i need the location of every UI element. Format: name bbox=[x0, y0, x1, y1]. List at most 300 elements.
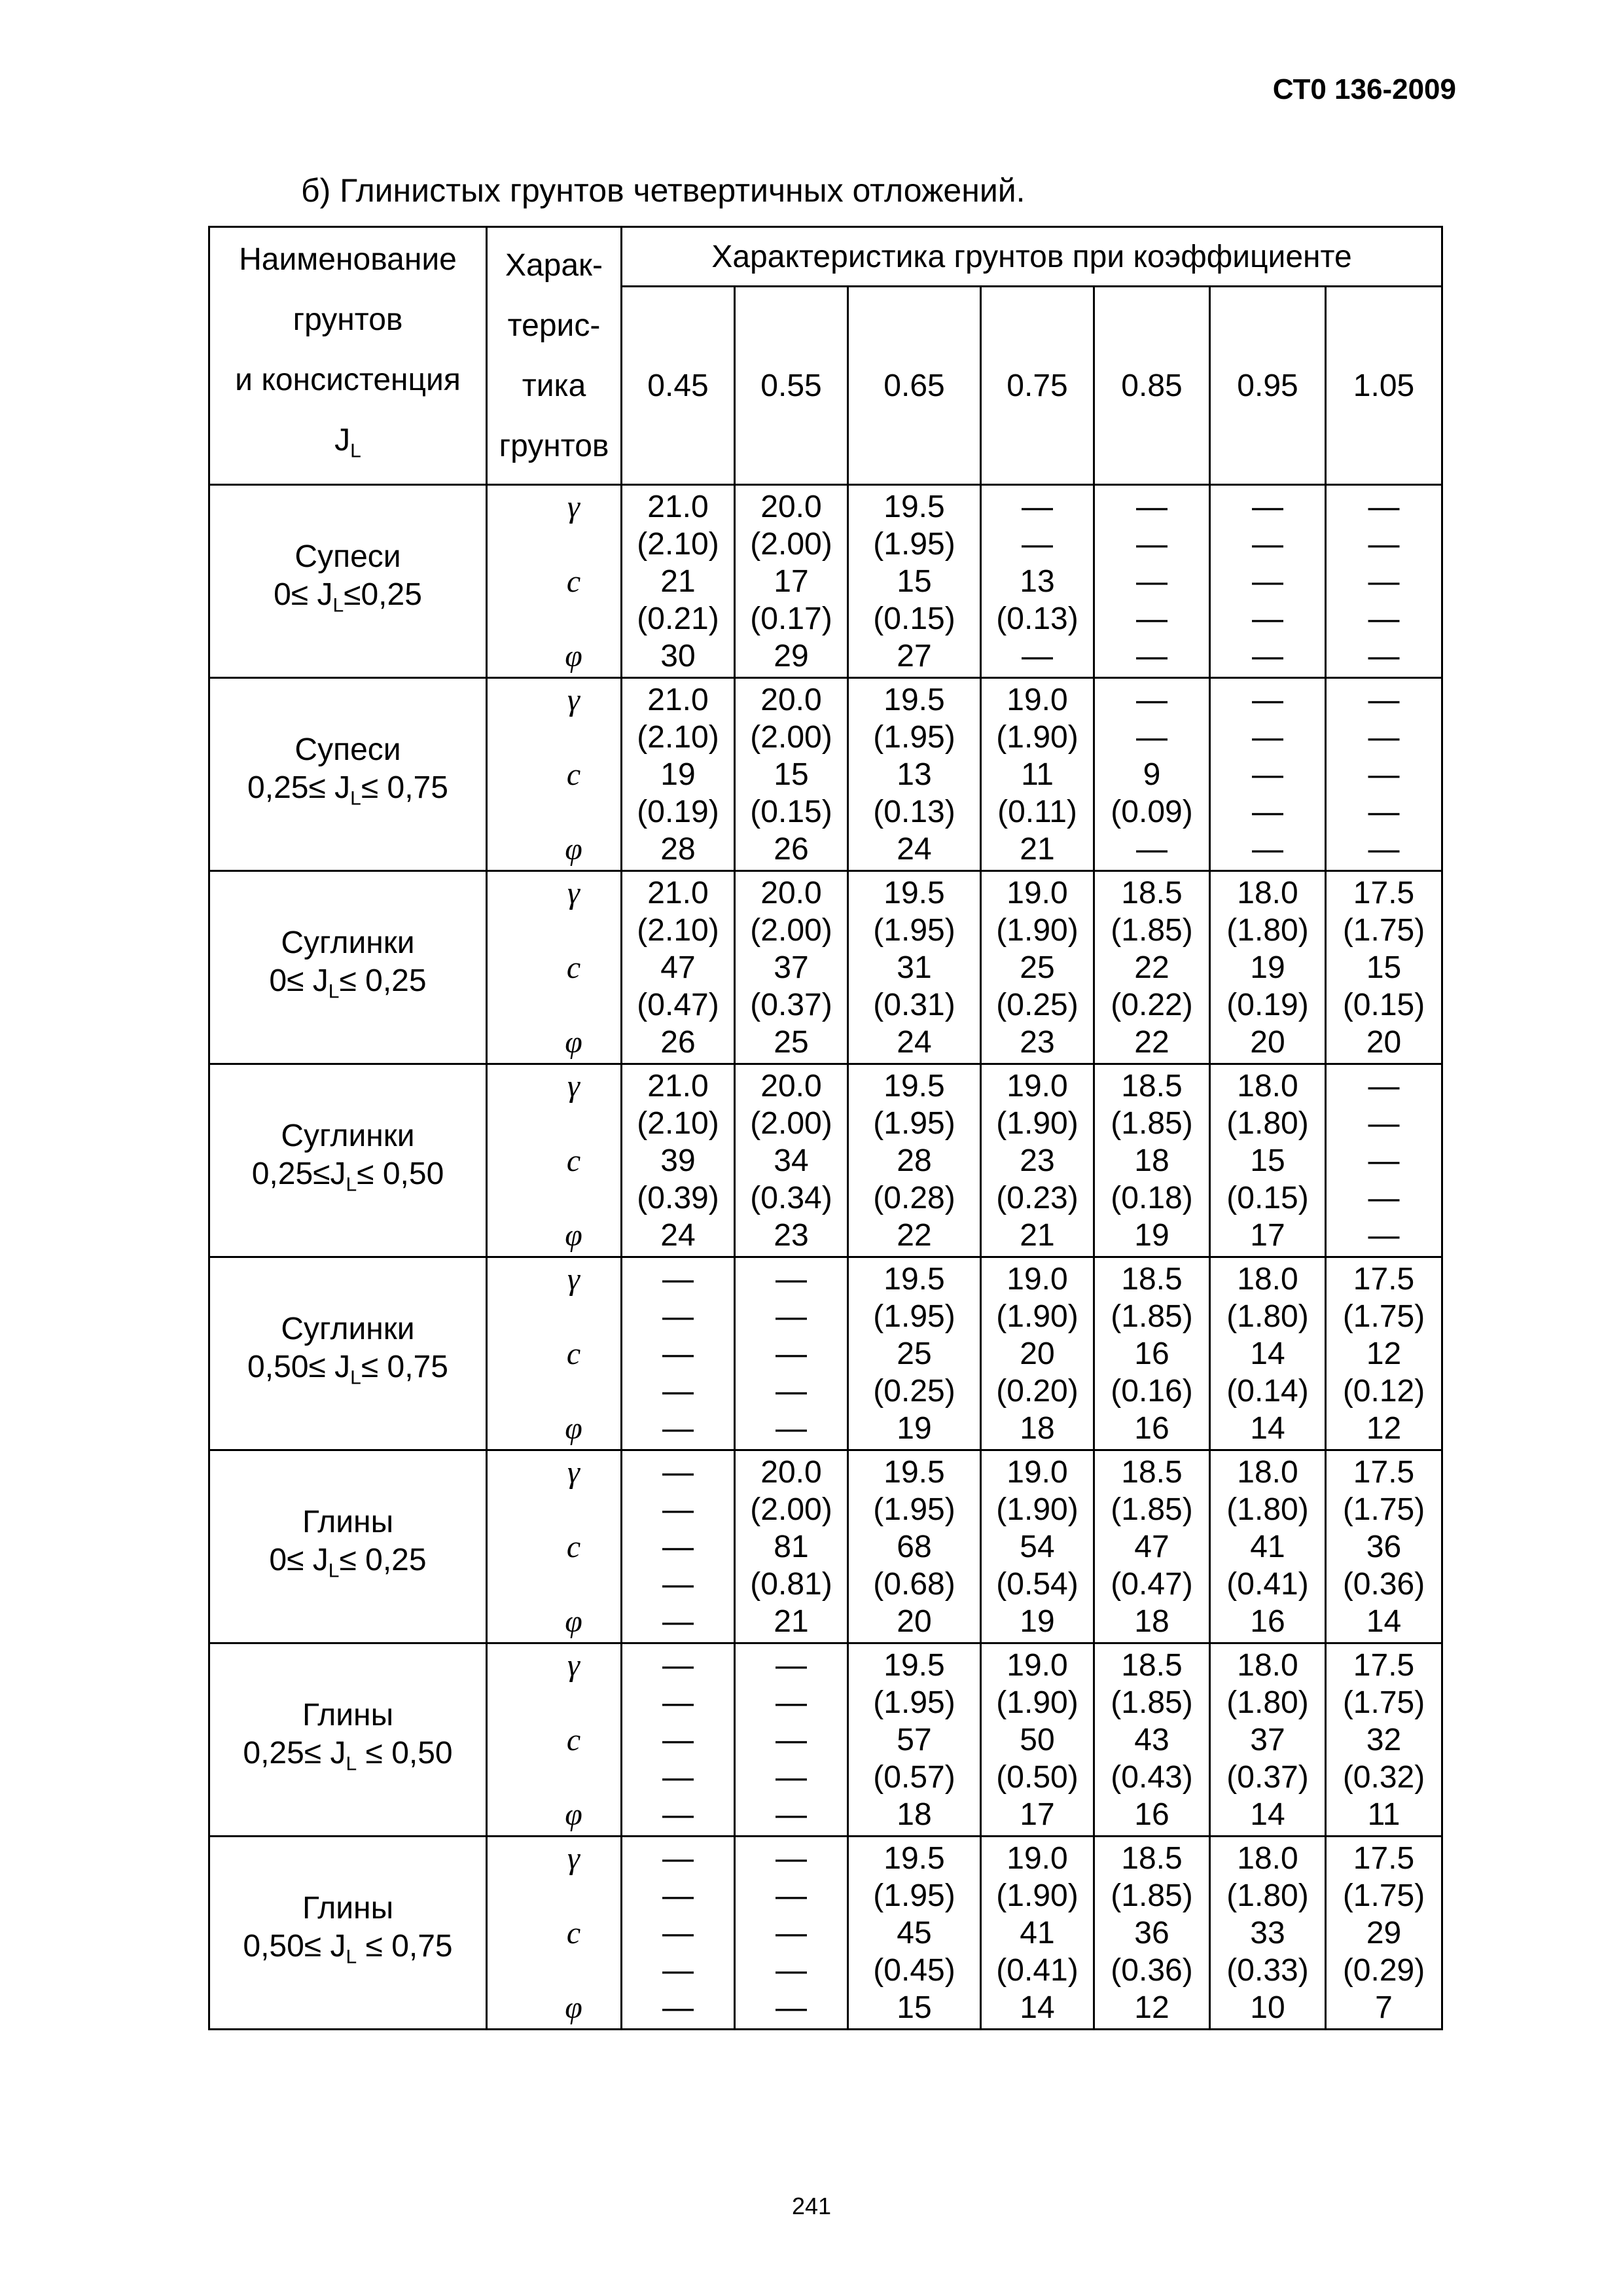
coefficient-header-cell: 0.95 bbox=[1210, 287, 1326, 485]
value-cell bbox=[981, 678, 1094, 871]
cell-value: 14 bbox=[1250, 1797, 1285, 1832]
soil-name-cell bbox=[209, 485, 487, 678]
characteristic-symbol: γ bbox=[567, 682, 580, 717]
soil-characteristics-table bbox=[208, 226, 1443, 2030]
cell-value: 43 bbox=[1134, 1722, 1169, 1757]
cell-value: 18.5 bbox=[1121, 875, 1183, 910]
cell-value: — bbox=[1368, 601, 1400, 636]
characteristic-symbol: γ bbox=[567, 875, 580, 910]
value-cell bbox=[1210, 1643, 1326, 1837]
table-row bbox=[209, 1643, 1442, 1837]
value-cell bbox=[848, 485, 981, 678]
soil-name: Глины bbox=[302, 1504, 394, 1539]
cell-value: (1.75) bbox=[1342, 1685, 1425, 1720]
cell-value: — bbox=[776, 1336, 807, 1371]
coefficient-header-cell: 0.65 bbox=[848, 287, 981, 485]
cell-value: 19.0 bbox=[1007, 1261, 1068, 1297]
cell-value: — bbox=[776, 1410, 807, 1446]
cell-value: (0.19) bbox=[637, 794, 719, 829]
cell-value: — bbox=[1368, 1068, 1400, 1103]
cell-value: — bbox=[1022, 489, 1053, 524]
value-cell bbox=[735, 485, 848, 678]
coefficient-header-cell: 0.45 bbox=[622, 287, 735, 485]
cell-value: 18 bbox=[1020, 1410, 1055, 1446]
cell-value: (1.90) bbox=[996, 912, 1079, 948]
cell-value: 21.0 bbox=[647, 875, 709, 910]
value-cell bbox=[981, 1643, 1094, 1837]
cell-value: — bbox=[662, 1604, 694, 1639]
cell-value: (1.80) bbox=[1226, 1105, 1309, 1141]
cell-value: 21 bbox=[660, 564, 696, 599]
cell-value: (0.37) bbox=[1226, 1759, 1309, 1795]
cell-value: 47 bbox=[1134, 1529, 1169, 1564]
cell-value: 11 bbox=[1021, 757, 1054, 792]
cell-value: — bbox=[662, 1797, 694, 1832]
cell-value: (2.10) bbox=[637, 526, 719, 562]
cell-value: 18.0 bbox=[1237, 1261, 1298, 1297]
cell-value: (2.10) bbox=[637, 1105, 719, 1141]
cell-value: 28 bbox=[660, 831, 696, 867]
consistency-range: $0,25\le J_L\le 0,75$ bbox=[247, 770, 448, 810]
cell-value: 15 bbox=[897, 564, 932, 599]
cell-value: 22 bbox=[897, 1217, 932, 1253]
cell-value: 19.5 bbox=[883, 1261, 945, 1297]
cell-value: 22 bbox=[1134, 950, 1169, 985]
cell-value: — bbox=[1136, 638, 1168, 673]
cell-value: 33 bbox=[1250, 1915, 1285, 1950]
soil-name: Супеси bbox=[294, 732, 401, 767]
cell-value: (0.31) bbox=[873, 987, 955, 1022]
characteristic-symbol bbox=[488, 912, 620, 949]
value-cell bbox=[622, 485, 735, 678]
cell-value: (0.45) bbox=[873, 1952, 955, 1988]
cell-value: — bbox=[1368, 489, 1400, 524]
cell-value: 18.0 bbox=[1237, 1840, 1298, 1876]
cell-value: — bbox=[1368, 1143, 1400, 1178]
value-cell bbox=[735, 678, 848, 871]
page-number: 241 bbox=[791, 2193, 832, 2219]
characteristic-symbol bbox=[488, 793, 620, 831]
value-cell bbox=[735, 871, 848, 1064]
consistency-range: $0\le J_L\le 0,25$ bbox=[269, 1542, 427, 1582]
cell-value: 41 bbox=[1020, 1915, 1055, 1950]
cell-value: (1.95) bbox=[873, 1105, 955, 1141]
cell-value: (0.47) bbox=[637, 987, 719, 1022]
cell-value: 18.0 bbox=[1237, 1068, 1298, 1103]
cell-value: — bbox=[776, 1990, 807, 2025]
cell-value: — bbox=[776, 1797, 807, 1832]
characteristic-symbol: γ bbox=[567, 1840, 580, 1876]
cell-value: (0.36) bbox=[1111, 1952, 1193, 1988]
cell-value: (1.80) bbox=[1226, 1492, 1309, 1527]
characteristic-symbol: c bbox=[566, 564, 581, 599]
cell-value: (0.32) bbox=[1342, 1759, 1425, 1795]
characteristic-symbol bbox=[488, 1566, 620, 1603]
value-cell bbox=[1094, 1064, 1210, 1257]
cell-value: 26 bbox=[660, 1024, 696, 1060]
characteristic-symbol: c bbox=[566, 1722, 581, 1757]
symbol-cell bbox=[487, 1064, 622, 1257]
characteristic-symbol bbox=[488, 1952, 620, 1989]
cell-value: — bbox=[776, 1685, 807, 1720]
cell-value: 25 bbox=[897, 1336, 932, 1371]
value-cell bbox=[1094, 485, 1210, 678]
cell-value: 20.0 bbox=[760, 1068, 822, 1103]
cell-value: 18 bbox=[1134, 1143, 1169, 1178]
cell-value: 20 bbox=[897, 1604, 932, 1639]
cell-value: (0.33) bbox=[1226, 1952, 1309, 1988]
cell-value: 21 bbox=[1020, 1217, 1055, 1253]
cell-value: — bbox=[776, 1647, 807, 1683]
soil-name: Супеси bbox=[294, 539, 401, 574]
cell-value: 39 bbox=[660, 1143, 696, 1178]
cell-value: (1.90) bbox=[996, 1299, 1079, 1334]
value-cell bbox=[1210, 1064, 1326, 1257]
cell-value: — bbox=[1368, 719, 1400, 755]
coefficient-group-header: Характеристика грунтов при коэффициенте bbox=[622, 227, 1442, 287]
cell-value: 18.5 bbox=[1121, 1261, 1183, 1297]
cell-value: 30 bbox=[660, 638, 696, 673]
cell-value: — bbox=[776, 1759, 807, 1795]
cell-value: (0.13) bbox=[873, 794, 955, 829]
cell-value: (0.21) bbox=[637, 601, 719, 636]
cell-value: — bbox=[1368, 638, 1400, 673]
value-cell bbox=[1094, 1257, 1210, 1450]
cell-value: (1.85) bbox=[1111, 1685, 1193, 1720]
cell-value: (1.95) bbox=[873, 1878, 955, 1913]
cell-value: (0.15) bbox=[1226, 1180, 1309, 1215]
symbol-cell bbox=[487, 1643, 622, 1837]
cell-value: — bbox=[1252, 831, 1283, 867]
cell-value: — bbox=[776, 1840, 807, 1876]
cell-value: — bbox=[662, 1373, 694, 1408]
value-cell bbox=[1326, 678, 1442, 871]
cell-value: — bbox=[1136, 489, 1168, 524]
cell-value: 19.5 bbox=[883, 682, 945, 717]
cell-value: — bbox=[1252, 564, 1283, 599]
characteristic-symbol: c bbox=[566, 1143, 581, 1178]
cell-value: 19.0 bbox=[1007, 1454, 1068, 1490]
value-cell bbox=[848, 871, 981, 1064]
value-cell bbox=[981, 871, 1094, 1064]
characteristic-symbol: φ bbox=[565, 1604, 582, 1639]
cell-value: (1.90) bbox=[996, 1878, 1079, 1913]
characteristic-symbol: c bbox=[566, 1336, 581, 1371]
symbol-cell bbox=[487, 1257, 622, 1450]
cell-value: 21.0 bbox=[647, 1068, 709, 1103]
cell-value: 24 bbox=[660, 1217, 696, 1253]
cell-value: — bbox=[1368, 1217, 1400, 1253]
cell-value: 19.5 bbox=[883, 1068, 945, 1103]
characteristic-symbol: γ bbox=[567, 1454, 580, 1490]
cell-value: (0.09) bbox=[1111, 794, 1193, 829]
cell-value: 19 bbox=[1250, 950, 1285, 985]
value-cell bbox=[848, 1450, 981, 1643]
value-cell bbox=[1094, 1450, 1210, 1643]
soil-name-cell bbox=[209, 678, 487, 871]
cell-value: 16 bbox=[1250, 1604, 1285, 1639]
cell-value: (0.15) bbox=[750, 794, 832, 829]
cell-value: 17.5 bbox=[1353, 1647, 1415, 1683]
cell-value: (1.85) bbox=[1111, 1105, 1193, 1141]
cell-value: 21.0 bbox=[647, 682, 709, 717]
value-cell bbox=[981, 485, 1094, 678]
table-row bbox=[209, 1837, 1442, 2030]
characteristic-symbol: γ bbox=[567, 1261, 580, 1297]
cell-value: 36 bbox=[1134, 1915, 1169, 1950]
cell-value: 41 bbox=[1250, 1529, 1285, 1564]
characteristic-symbol: φ bbox=[565, 1990, 582, 2025]
soil-name-header: Наименование грунтов и консистенция $J_L$ bbox=[209, 227, 487, 485]
cell-value: 19.5 bbox=[883, 489, 945, 524]
characteristic-symbol bbox=[488, 1372, 620, 1410]
value-cell bbox=[1094, 1643, 1210, 1837]
cell-value: — bbox=[1368, 757, 1400, 792]
cell-value: (2.00) bbox=[750, 526, 832, 562]
soil-name: Суглинки bbox=[281, 925, 415, 960]
characteristic-symbol: c bbox=[566, 757, 581, 792]
value-cell bbox=[622, 1064, 735, 1257]
cell-value: (0.47) bbox=[1111, 1566, 1193, 1602]
cell-value: 21 bbox=[1020, 831, 1055, 867]
value-cell bbox=[1326, 1064, 1442, 1257]
cell-value: — bbox=[776, 1373, 807, 1408]
cell-value: 36 bbox=[1366, 1529, 1402, 1564]
cell-value: 54 bbox=[1020, 1529, 1055, 1564]
symbol-cell bbox=[487, 1837, 622, 2030]
cell-value: — bbox=[1252, 489, 1283, 524]
cell-value: (0.54) bbox=[996, 1566, 1079, 1602]
cell-value: (0.81) bbox=[750, 1566, 832, 1602]
cell-value: — bbox=[1252, 757, 1283, 792]
cell-value: 20.0 bbox=[760, 489, 822, 524]
cell-value: — bbox=[662, 1336, 694, 1371]
cell-value: — bbox=[662, 1261, 694, 1297]
cell-value: (0.13) bbox=[996, 601, 1079, 636]
table-row bbox=[209, 485, 1442, 678]
soil-name: Глины bbox=[302, 1890, 394, 1926]
cell-value: (2.00) bbox=[750, 719, 832, 755]
cell-value: (0.29) bbox=[1342, 1952, 1425, 1988]
cell-value: 20 bbox=[1020, 1336, 1055, 1371]
cell-value: — bbox=[1252, 719, 1283, 755]
cell-value: 57 bbox=[897, 1722, 932, 1757]
cell-value: 19 bbox=[1020, 1604, 1055, 1639]
value-cell bbox=[735, 1837, 848, 2030]
cell-value: 23 bbox=[774, 1217, 809, 1253]
cell-value: 20.0 bbox=[760, 682, 822, 717]
cell-value: (0.20) bbox=[996, 1373, 1079, 1408]
value-cell bbox=[622, 1837, 735, 2030]
characteristic-symbol bbox=[488, 1491, 620, 1528]
value-cell bbox=[1210, 678, 1326, 871]
value-cell bbox=[1094, 1837, 1210, 2030]
cell-value: — bbox=[1368, 564, 1400, 599]
cell-value: 19 bbox=[660, 757, 696, 792]
value-cell bbox=[981, 1064, 1094, 1257]
value-cell bbox=[735, 1450, 848, 1643]
cell-value: 19.0 bbox=[1007, 682, 1068, 717]
value-cell bbox=[848, 1257, 981, 1450]
cell-value: — bbox=[662, 1915, 694, 1950]
cell-value: (1.95) bbox=[873, 526, 955, 562]
cell-value: 18.5 bbox=[1121, 1454, 1183, 1490]
value-cell bbox=[1210, 485, 1326, 678]
cell-value: — bbox=[662, 1990, 694, 2025]
cell-value: 32 bbox=[1366, 1722, 1402, 1757]
cell-value: (0.41) bbox=[1226, 1566, 1309, 1602]
cell-value: (1.95) bbox=[873, 1685, 955, 1720]
characteristic-symbol: c bbox=[566, 1915, 581, 1950]
cell-value: 15 bbox=[774, 757, 809, 792]
value-cell bbox=[981, 1257, 1094, 1450]
cell-value: — bbox=[776, 1299, 807, 1334]
soil-name-cell bbox=[209, 1257, 487, 1450]
consistency-range: $0\le J_L\le 0,25$ bbox=[274, 577, 422, 617]
cell-value: (0.25) bbox=[996, 987, 1079, 1022]
cell-value: 17.5 bbox=[1353, 1261, 1415, 1297]
cell-value: 50 bbox=[1020, 1722, 1055, 1757]
cell-value: (1.75) bbox=[1342, 1492, 1425, 1527]
cell-value: (0.15) bbox=[1342, 987, 1425, 1022]
symbol-cell bbox=[487, 1450, 622, 1643]
cell-value: 12 bbox=[1134, 1990, 1169, 2025]
cell-value: (0.57) bbox=[873, 1759, 955, 1795]
cell-value: (2.00) bbox=[750, 1105, 832, 1141]
cell-value: 37 bbox=[774, 950, 809, 985]
cell-value: (1.90) bbox=[996, 1105, 1079, 1141]
value-cell bbox=[1326, 1837, 1442, 2030]
cell-value: 13 bbox=[897, 757, 932, 792]
cell-value: (0.36) bbox=[1342, 1566, 1425, 1602]
cell-value: (1.90) bbox=[996, 1685, 1079, 1720]
cell-value: 15 bbox=[1366, 950, 1402, 985]
coefficient-header-cell: 0.75 bbox=[981, 287, 1094, 485]
cell-value: (1.85) bbox=[1111, 912, 1193, 948]
cell-value: (0.25) bbox=[873, 1373, 955, 1408]
cell-value: — bbox=[662, 1647, 694, 1683]
cell-value: (1.85) bbox=[1111, 1878, 1193, 1913]
cell-value: 23 bbox=[1020, 1024, 1055, 1060]
cell-value: (0.68) bbox=[873, 1566, 955, 1602]
cell-value: 31 bbox=[897, 950, 932, 985]
cell-value: — bbox=[662, 1566, 694, 1602]
characteristic-symbol: φ bbox=[565, 1024, 582, 1060]
cell-value: 17.5 bbox=[1353, 1840, 1415, 1876]
value-cell bbox=[735, 1064, 848, 1257]
cell-value: 19.5 bbox=[883, 1840, 945, 1876]
cell-value: — bbox=[1252, 638, 1283, 673]
cell-value: (0.28) bbox=[873, 1180, 955, 1215]
value-cell bbox=[848, 678, 981, 871]
cell-value: 29 bbox=[1366, 1915, 1402, 1950]
value-cell bbox=[1210, 871, 1326, 1064]
cell-value: (1.95) bbox=[873, 719, 955, 755]
consistency-range: $0\le J_L\le 0,25$ bbox=[269, 963, 427, 1003]
table-row bbox=[209, 1064, 1442, 1257]
value-cell bbox=[1326, 1643, 1442, 1837]
characteristic-symbol bbox=[488, 1759, 620, 1796]
cell-value: 16 bbox=[1134, 1336, 1169, 1371]
characteristic-symbol bbox=[488, 1179, 620, 1217]
cell-value: 19.5 bbox=[883, 1647, 945, 1683]
cell-value: — bbox=[1136, 526, 1168, 562]
cell-value: 24 bbox=[897, 831, 932, 867]
characteristic-symbol: φ bbox=[565, 638, 582, 673]
cell-value: 7 bbox=[1375, 1990, 1393, 2025]
cell-value: 18.0 bbox=[1237, 1647, 1298, 1683]
cell-value: (1.85) bbox=[1111, 1492, 1193, 1527]
cell-value: — bbox=[1368, 794, 1400, 829]
cell-value: (0.11) bbox=[997, 794, 1077, 829]
cell-value: 28 bbox=[897, 1143, 932, 1178]
cell-value: (0.18) bbox=[1111, 1180, 1193, 1215]
soil-name-cell bbox=[209, 1837, 487, 2030]
cell-value: — bbox=[1368, 1180, 1400, 1215]
characteristic-symbol bbox=[488, 719, 620, 756]
cell-value: 26 bbox=[774, 831, 809, 867]
cell-value: — bbox=[1252, 526, 1283, 562]
table-caption: б) Глинистых грунтов четвертичных отложений. bbox=[301, 172, 1026, 209]
cell-value: — bbox=[1022, 638, 1053, 673]
cell-value: 20 bbox=[1250, 1024, 1285, 1060]
cell-value: 23 bbox=[1020, 1143, 1055, 1178]
value-cell bbox=[981, 1450, 1094, 1643]
characteristic-symbol: γ bbox=[567, 1647, 580, 1683]
cell-value: (1.90) bbox=[996, 719, 1079, 755]
cell-value: 68 bbox=[897, 1529, 932, 1564]
cell-value: 14 bbox=[1020, 1990, 1055, 2025]
cell-value: (0.50) bbox=[996, 1759, 1079, 1795]
characteristic-symbol: c bbox=[566, 950, 581, 985]
cell-value: — bbox=[776, 1878, 807, 1913]
cell-value: (1.95) bbox=[873, 1299, 955, 1334]
coefficient-header-cell: 1.05 bbox=[1326, 287, 1442, 485]
cell-value: 10 bbox=[1250, 1990, 1285, 2025]
characteristic-symbol: φ bbox=[565, 1410, 582, 1446]
coefficient-header-cell: 0.55 bbox=[735, 287, 848, 485]
cell-value: — bbox=[1136, 831, 1168, 867]
cell-value: 18.0 bbox=[1237, 875, 1298, 910]
characteristic-symbol bbox=[488, 600, 620, 637]
cell-value: — bbox=[662, 1759, 694, 1795]
cell-value: — bbox=[662, 1410, 694, 1446]
cell-value: (1.80) bbox=[1226, 912, 1309, 948]
cell-value: (1.80) bbox=[1226, 1878, 1309, 1913]
soil-name-cell bbox=[209, 1643, 487, 1837]
cell-value: 20.0 bbox=[760, 1454, 822, 1490]
cell-value: 29 bbox=[774, 638, 809, 673]
cell-value: — bbox=[1136, 564, 1168, 599]
value-cell bbox=[735, 1257, 848, 1450]
cell-value: — bbox=[662, 1529, 694, 1564]
characteristic-symbol: γ bbox=[567, 489, 580, 524]
cell-value: 19.0 bbox=[1007, 1068, 1068, 1103]
cell-value: (0.39) bbox=[637, 1180, 719, 1215]
cell-value: — bbox=[776, 1952, 807, 1988]
cell-value: 14 bbox=[1366, 1604, 1402, 1639]
cell-value: 9 bbox=[1143, 757, 1161, 792]
cell-value: 18 bbox=[897, 1797, 932, 1832]
cell-value: (0.41) bbox=[996, 1952, 1079, 1988]
cell-value: 21 bbox=[774, 1604, 809, 1639]
soil-name: Суглинки bbox=[281, 1118, 415, 1153]
cell-value: 15 bbox=[897, 1990, 932, 2025]
value-cell bbox=[1094, 678, 1210, 871]
cell-value: — bbox=[662, 1492, 694, 1527]
consistency-range: $0,50\le J_L \le 0,75$ bbox=[243, 1928, 453, 1968]
cell-value: 81 bbox=[774, 1529, 809, 1564]
